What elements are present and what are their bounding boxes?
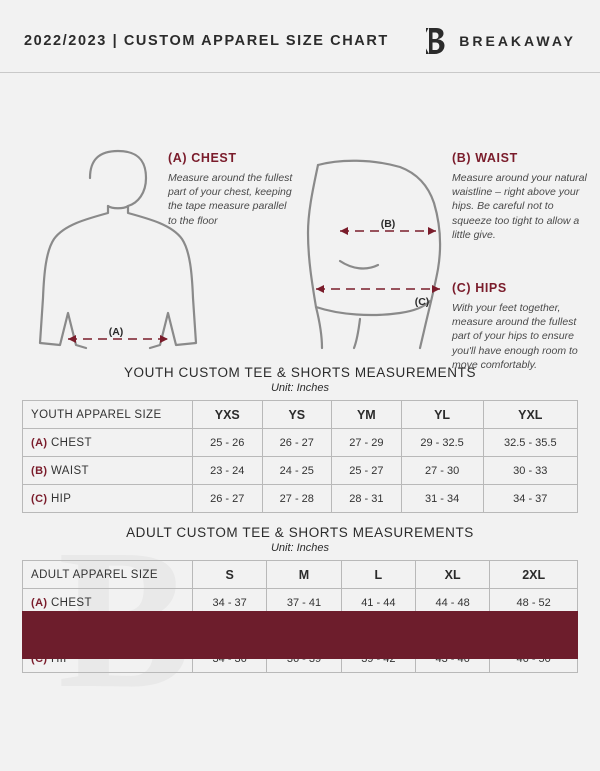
adult-col-s: S (193, 561, 267, 589)
youth-waist-yxl: 30 - 33 (483, 457, 577, 485)
tag-a: (A) (31, 436, 48, 449)
callout-chest (168, 151, 298, 228)
youth-table-title: YOUTH CUSTOM TEE & SHORTS MEASUREMENTS (123, 365, 477, 380)
youth-hip-yl: 31 - 34 (401, 485, 483, 513)
youth-row-chest-text: CHEST (50, 436, 92, 449)
adult-chest-s: 34 - 37 (193, 589, 267, 617)
measurement-diagram (0, 73, 600, 371)
youth-chest-yxl: 32.5 - 35.5 (483, 429, 577, 457)
youth-col-yxl: YXL (483, 401, 577, 429)
adult-table-title: ADULT CUSTOM TEE & SHORTS MEASUREMENTS (126, 525, 474, 540)
youth-col-yl: YL (401, 401, 483, 429)
table-row (23, 429, 578, 457)
svg-text:(C): (C) (414, 296, 430, 308)
adult-col-l: L (341, 561, 415, 589)
youth-hip-ys: 27 - 28 (262, 485, 332, 513)
youth-size-table (22, 400, 578, 513)
adult-chest-xl: 44 - 48 (415, 589, 489, 617)
adult-col-xl: XL (415, 561, 489, 589)
callout-waist (452, 151, 588, 242)
table-header-row (23, 561, 578, 589)
youth-row-hip-text: HIP (50, 492, 72, 505)
footer-accent-bar (22, 611, 578, 659)
adult-row-chest-text: CHEST (50, 596, 92, 609)
table-row (23, 485, 578, 513)
youth-row-chest-label (23, 429, 193, 457)
youth-waist-yl: 27 - 30 (401, 457, 483, 485)
adult-chest-m: 37 - 41 (267, 589, 341, 617)
adult-col-2xl: 2XL (490, 561, 578, 589)
youth-row-hip-label (23, 485, 193, 513)
tag-a: (A) (31, 596, 48, 609)
youth-chest-ym: 27 - 29 (332, 429, 402, 457)
breakaway-b-logo-icon (421, 26, 447, 56)
youth-hip-ym: 28 - 31 (332, 485, 402, 513)
youth-chest-yl: 29 - 32.5 (401, 429, 483, 457)
callout-hips-title: (C) HIPS (452, 281, 507, 295)
adult-col-m: M (267, 561, 341, 589)
youth-chest-ys: 26 - 27 (262, 429, 332, 457)
adult-table-unit: Unit: Inches (270, 542, 330, 554)
callout-chest-title: (A) CHEST (168, 151, 237, 165)
adult-chest-l: 41 - 44 (341, 589, 415, 617)
youth-row-waist-label (23, 457, 193, 485)
brand-name: BREAKAWAY (459, 33, 576, 49)
youth-size-section (0, 365, 600, 513)
youth-hip-yxl: 34 - 37 (483, 485, 577, 513)
callout-hips (452, 281, 592, 372)
svg-text:(A): (A) (108, 326, 124, 338)
youth-col-yxs: YXS (193, 401, 263, 429)
youth-row-waist-text: WAIST (50, 464, 89, 477)
brand-lockup (421, 26, 576, 56)
svg-text:(B): (B) (380, 218, 396, 230)
tag-c: (C) (31, 492, 48, 505)
youth-col-ym: YM (332, 401, 402, 429)
callout-chest-body: Measure around the fullest part of your chest, keeping the tape measure parallel to the floor (168, 172, 293, 227)
adult-chest-2xl: 48 - 52 (490, 589, 578, 617)
youth-waist-ys: 24 - 25 (262, 457, 332, 485)
youth-table-unit: Unit: Inches (270, 382, 330, 394)
tag-b: (B) (31, 464, 48, 477)
youth-waist-yxs: 23 - 24 (193, 457, 263, 485)
table-row (23, 457, 578, 485)
page-title: 2022/2023 | CUSTOM APPAREL SIZE CHART (24, 33, 389, 49)
adult-row-header: ADULT APPAREL SIZE (23, 561, 193, 589)
youth-chest-yxs: 25 - 26 (193, 429, 263, 457)
youth-waist-ym: 25 - 27 (332, 457, 402, 485)
callout-waist-body: Measure around your natural waistline – right above your hips. Be careful not to squeeze too tight to allow a little give. (452, 172, 587, 241)
callout-hips-body: With your feet together, measure around the fullest part of your hips to ensure you'll have enough room to move comfortably. (452, 302, 578, 371)
table-header-row (23, 401, 578, 429)
youth-col-ys: YS (262, 401, 332, 429)
callout-waist-title: (B) WAIST (452, 151, 518, 165)
page-header (0, 0, 600, 72)
youth-hip-yxs: 26 - 27 (193, 485, 263, 513)
youth-row-header: YOUTH APPAREL SIZE (23, 401, 193, 429)
